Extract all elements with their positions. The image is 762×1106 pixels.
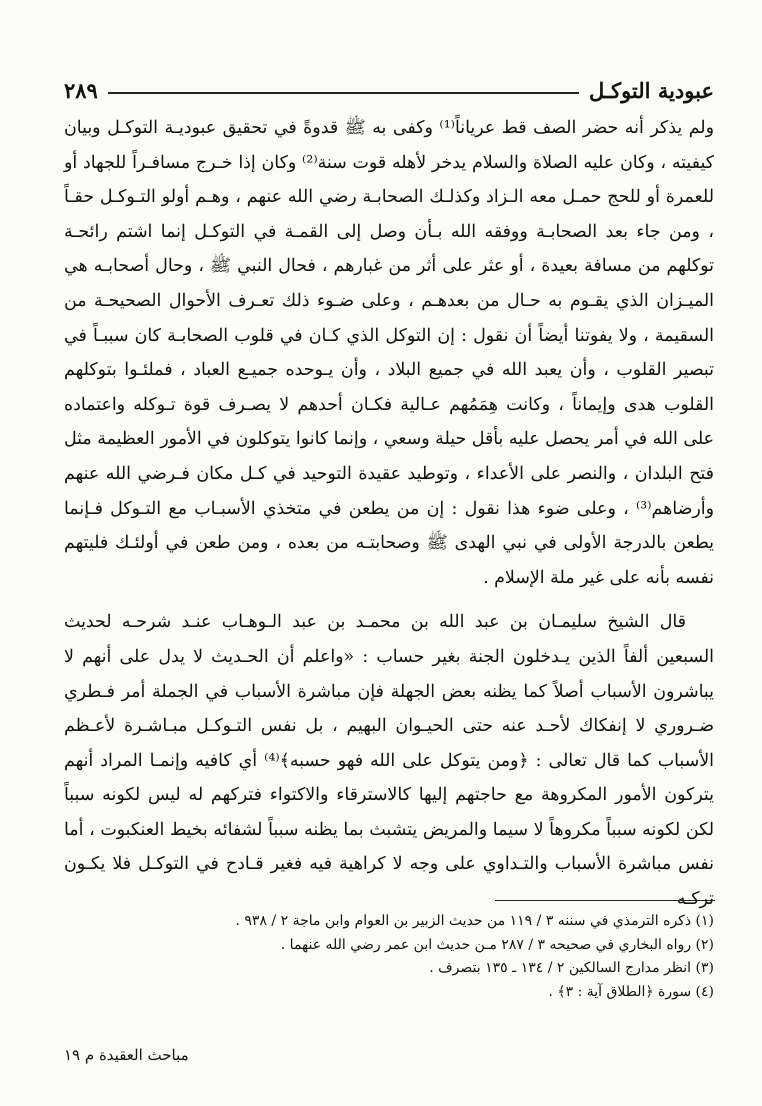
footnote-2: (٢) رواه البخاري في صحيحه ٣ / ٢٨٧ مـن حديث ابن عمر رضي الله عنهما . (280, 936, 714, 953)
paragraph-1: ولم يذكر أنه حضر الصف قط عرياناً⁽¹⁾ وكفى به ﷺ قدوةً في تحقيق عبوديـة التوكـل وبيان كيفيته ، وكان عليه الصلاة والسلام يدخر لأهله قوت سنة⁽²⁾ وكان إذا خـرج مسافـراً للجهاد أو للعمرة أو للحج حمـل معه الـزاد وكذلـك الصحابـة رضي الله عنهم ، وهـم أولو التـوكـل حقـاً ، ومن جاء بعد الصحابـة ووفقه الله بـأن وصل إلى القمـة في التوكـل إنما اشتم رائحـة توكلهم من مسافة بعيدة ، أو عثر على أثر من غبارهم ، فحال النبي ﷺ ، وحال أصحابـه هي الميـزان الذي يقـوم به حـال من بعدهـم ، وعلى ضـوء ذلك تعـرف الأحوال الصحيحـة من السقيمة ، ولا يفوتنا أيضاً أن نقول : إن التوكل الذي كـان في قلوب الصحابـة كان سببـاً في تبصير القلوب ، وأن يعبد الله في جميع البلاد ، وأن يـوحده جميـع العباد ، فملئـوا بتوكلهم القلوب هدى وإيماناً ، وكانت هِمَمُهم عـالية فكـان أحدهم لا يصـرف قوة تـوكله واعتماده على الله في أمر يحصل عليه بأقل حيلة وسعي ، وإنما كانوا يتوكلون في الأمور العظيمة مثل فتح البلدان ، والنصر على الأعداء ، وتوطيد عقيدة التوحيد في كـل مكان فـرضي الله عنهم وأرضاهم⁽³⁾ ، وعلى ضوء هذا نقول : إن من يطعن في متخذي الأسبـاب مع التـوكل فـإنما يطعن بالدرجة الأولى في نبي الهدى ﷺ وصحابتـه من بعده ، ومن طعن في أولئـك فليتهم نفسه بأنه على غير ملة الإسلام . (64, 118, 715, 588)
footnote-3: (٣) انظر مدارج السالكين ٢ / ١٣٤ ـ ١٣٥ بتصرف . (429, 960, 714, 976)
page-number: ٢٨٩ (64, 77, 98, 103)
page-header (64, 74, 714, 106)
main-text (64, 111, 714, 917)
paragraph-2: قال الشيخ سليمـان بن عبد الله بن محمـد بن عبد الـوهـاب عنـد شرحـه لحديث السبعين ألفاً الذين يـدخلون الجنة بغير حساب : «واعلم أن الحـديث لا يدل على أنهم لا يباشرون الأسباب أصلاً كما يظنه بعض الجهلة فإن مباشرة الأسباب في الجملة أمر فـطري ضـروري لا إنفكاك لأحـد عنه حتى الحيـوان البهيم ، بل نفس التـوكـل مبـاشـرة لأعـظم الأسباب كما قال تعالى : ﴿ومن يتوكل على الله فهو حسبه﴾⁽⁴⁾ أي كافيه وإنمـا المراد أنهم يتركون الأمور المكروهة مع حاجتهم إليها كالاسترقاء والاكتواء فتركهم له ليس لكونه سبباً لكن لكونه سبباً مكروهاً لا سيما والمريض يتشبث بما يظنه سبباً لشفائه بخيط العنكبوت ، أما نفس مباشرة الأسباب والتـداوي على وجه لا كراهية فيه فغير قـادح في التوكـل فلا يكـون تركـه (64, 612, 714, 910)
footnote-1: (١) ذكره الترمذي في سننه ٣ / ١١٩ من حديث الزبير بن العوام وابن ماجة ٢ / ٩٣٨ . (235, 913, 714, 929)
header-rule (108, 92, 579, 94)
footnote-4: (٤) سورة ﴿الطلاق آية : ٣﴾ . (548, 983, 714, 1000)
running-title: عبودية التوكـل (589, 77, 714, 103)
footnote-separator (495, 900, 715, 901)
signature-mark: مباحث العقيدة م ١٩ (64, 1046, 189, 1064)
footnotes (64, 910, 714, 1004)
